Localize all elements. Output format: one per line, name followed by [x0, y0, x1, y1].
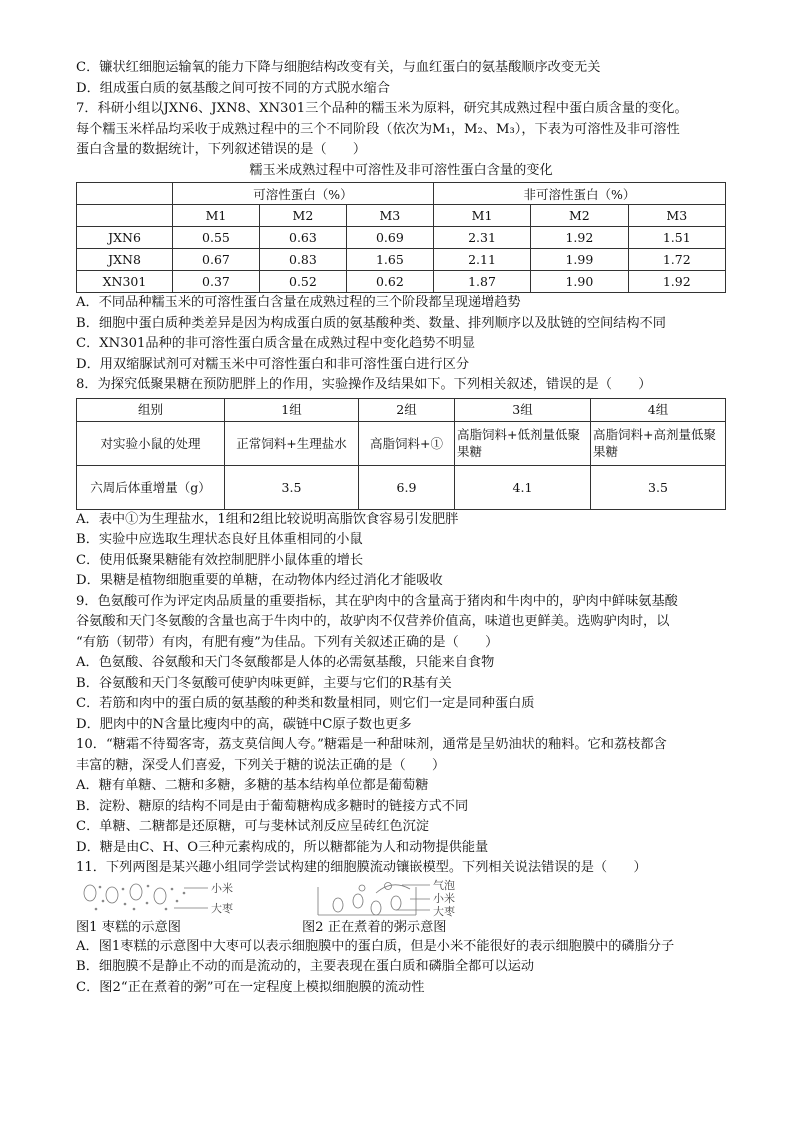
table-cell: 1.90	[531, 271, 628, 293]
table-row-label: 六周后体重增量（g）	[77, 465, 225, 509]
table-stage-header: M1	[173, 205, 260, 227]
fig2-label-jujube: 大枣	[433, 904, 455, 918]
q8-option-a: A．表中①为生理盐水，1组和2组比较说明高脂饮食容易引发肥胖	[76, 511, 459, 527]
table-cell: 1.92	[531, 227, 628, 249]
q11-stem: 11．下列两图是某兴趣小组同学尝试构建的细胞膜流动镶嵌模型。下列相关说法错误的是（ ）	[76, 860, 647, 875]
table-cell: 1.87	[433, 271, 530, 293]
table-row	[77, 205, 726, 227]
table-row-label: XN301	[77, 271, 173, 293]
q9-stem-line: 9．色氨酸可作为评定肉品质量的重要指标，其在驴肉中的含量高于猪肉和牛肉中的，驴肉中鲜味氨基酸	[76, 593, 678, 609]
table-cell: 3.5	[225, 465, 359, 509]
q10-stem-line: 丰富的糖，深受人们喜爱，下列关于糖的说法正确的是（ ）	[76, 757, 446, 773]
table-cell: 正常饲料+生理盐水	[225, 421, 359, 465]
q7-option-a: A．不同品种糯玉米的可溶性蛋白含量在成熟过程的三个阶段都呈现递增趋势	[76, 295, 521, 310]
table-cell: 1.72	[628, 249, 725, 271]
table-header: 4组	[591, 398, 726, 421]
table-cell: 6.9	[359, 465, 455, 509]
q7-stem-line: 每个糯玉米样品均采收于成熟过程中的三个不同阶段（依次为M₁，M₂、M₃），下表为可溶性及非可溶性	[76, 121, 680, 137]
table-row-label: JXN8	[77, 249, 173, 271]
table-stage-header: M2	[259, 205, 346, 227]
table-row	[77, 398, 726, 421]
table-cell: 0.69	[346, 227, 433, 249]
table-row	[77, 183, 726, 205]
table-row	[77, 249, 726, 271]
table-row	[77, 421, 726, 465]
fig2-label-millet: 小米	[433, 891, 455, 905]
table-cell: 高脂饲料+低剂量低聚果糖	[455, 421, 591, 465]
exam-page	[76, 58, 726, 998]
q7-option-c: C．XN301品种的非可溶性蛋白质含量在成熟过程中变化趋势不明显	[76, 336, 476, 351]
q9-option-b: B．谷氨酸和天门冬氨酸可使驴肉味更鲜，主要与它们的R基有关	[76, 675, 452, 691]
table-corner	[77, 183, 173, 205]
q8-stem: 8．为探究低聚果糖在预防肥胖上的作用，实验操作及结果如下。下列相关叙述，错误的是（ ）	[76, 377, 652, 392]
table-row	[77, 227, 726, 249]
table-cell: 2.31	[433, 227, 530, 249]
q9-stem-line: “有筋（韧带）有肉，有肥有瘦”为佳品。下列有关叙述正确的是（ ）	[76, 634, 499, 650]
q10-option-d: D．糖是由C、H、O三种元素构成的，所以糖都能为人和动物提供能量	[76, 839, 489, 855]
fig1-caption: 图1 枣糕的示意图	[76, 919, 181, 935]
q8-option-c: C．使用低聚果糖能有效控制肥胖小鼠体重的增长	[76, 552, 364, 568]
table-cell: 0.83	[259, 249, 346, 271]
membrane-model-drawings	[76, 879, 726, 919]
protein-table	[76, 182, 726, 293]
table-cell: 0.37	[173, 271, 260, 293]
table-corner	[77, 205, 173, 227]
table-cell: 1.65	[346, 249, 433, 271]
q8-option-d: D．果糖是植物细胞重要的单糖，在动物体内经过消化才能吸收	[76, 573, 443, 588]
q11-option-a: A．图1枣糕的示意图中大枣可以表示细胞膜中的蛋白质，但是小米不能很好的表示细胞膜中的磷脂分子	[76, 938, 675, 954]
table-cell: 4.1	[455, 465, 591, 509]
q10-option-c: C．单糖、二糖都是还原糖，可与斐林试剂反应呈砖红色沉淀	[76, 819, 429, 834]
table1-caption: 糯玉米成熟过程中可溶性及非可溶性蛋白含量的变化	[249, 162, 553, 178]
table-cell: 1.99	[531, 249, 628, 271]
experiment-table	[76, 398, 726, 510]
q11-option-c: C．图2“正在煮着的粥”可在一定程度上模拟细胞膜的流动性	[76, 979, 425, 995]
table-cell: 高脂饲料+高剂量低聚果糖	[591, 421, 726, 465]
table-cell: 高脂饲料+①	[359, 421, 455, 465]
table-cell: 0.52	[259, 271, 346, 293]
table-header: 组别	[77, 398, 225, 421]
q9-stem-line: 谷氨酸和天门冬氨酸的含量也高于牛肉中的，故驴肉不仅营养价值高，味道也更鲜美。选购驴肉时，以	[76, 614, 670, 629]
table-cell: 0.55	[173, 227, 260, 249]
fig2-label-bubble: 气泡	[433, 878, 455, 892]
table-header: 3组	[455, 398, 591, 421]
table-header: 1组	[225, 398, 359, 421]
fig2-caption: 图2 正在煮着的粥示意图	[302, 919, 447, 935]
table-cell: 0.67	[173, 249, 260, 271]
table-cell: 0.63	[259, 227, 346, 249]
table-stage-header: M3	[628, 205, 725, 227]
membrane-model-figures	[76, 879, 726, 937]
fig1-label-jujube: 大枣	[211, 901, 233, 915]
q9-option-d: D．肥肉中的N含量比瘦肉中的高，碳链中C原子数也更多	[76, 716, 412, 732]
q6-option-c: C．镰状红细胞运输氧的能力下降与细胞结构改变有关，与血红蛋白的氨基酸顺序改变无关	[76, 60, 601, 75]
table-cell: 0.62	[346, 271, 433, 293]
q7-stem-line: 蛋白含量的数据统计，下列叙述错误的是（ ）	[76, 142, 367, 157]
table-group-header: 非可溶性蛋白（%）	[433, 183, 725, 205]
fig2-porridge-pot-drawing	[318, 882, 430, 915]
q7-stem-line: 7．科研小组以JXN6、JXN8、XN301三个品种的糯玉米为原料，研究其成熟过程中蛋白质含量的变化。	[76, 101, 688, 116]
table-cell: 1.51	[628, 227, 725, 249]
table-row-label: JXN6	[77, 227, 173, 249]
table-group-header: 可溶性蛋白（%）	[173, 183, 434, 205]
q8-option-b: B．实验中应选取生理状态良好且体重相同的小鼠	[76, 532, 363, 547]
table-row	[77, 465, 726, 509]
q11-option-b: B．细胞膜不是静止不动的而是流动的，主要表现在蛋白质和磷脂全都可以运动	[76, 959, 535, 974]
table-stage-header: M2	[531, 205, 628, 227]
q7-option-b: B．细胞中蛋白质种类差异是因为构成蛋白质的氨基酸种类、数量、排列顺序以及肽链的空间结构不同	[76, 315, 666, 331]
fig1-label-millet: 小米	[211, 881, 233, 895]
q9-option-c: C．若筋和肉中的蛋白质的氨基酸的种类和数量相同，则它们一定是同种蛋白质	[76, 696, 535, 711]
table-row	[77, 271, 726, 293]
fig1-jujube-cake-drawing	[84, 884, 208, 910]
q7-option-d: D．用双缩脲试剂可对糯玉米中可溶性蛋白和非可溶性蛋白进行区分	[76, 356, 470, 372]
q6-option-d: D．组成蛋白质的氨基酸之间可按不同的方式脱水缩合	[76, 80, 390, 96]
table-stage-header: M3	[346, 205, 433, 227]
table-stage-header: M1	[433, 205, 530, 227]
table-row-label: 对实验小鼠的处理	[77, 421, 225, 465]
table-cell: 2.11	[433, 249, 530, 271]
table-header: 2组	[359, 398, 455, 421]
q10-stem-line: 10．“糖霜不待蜀客寄，荔支莫信闽人夸。”糖霜是一种甜味剂，通常是呈奶油状的釉料。它和荔枝都含	[76, 737, 667, 752]
table-cell: 3.5	[591, 465, 726, 509]
table-cell: 1.92	[628, 271, 725, 293]
q10-option-b: B．淀粉、糖原的结构不同是由于葡萄糖构成多糖时的链接方式不同	[76, 798, 469, 814]
q10-option-a: A．糖有单糖、二糖和多糖，多糖的基本结构单位都是葡萄糖	[76, 778, 429, 793]
q9-option-a: A．色氨酸、谷氨酸和天门冬氨酸都是人体的必需氨基酸，只能来自食物	[76, 655, 495, 670]
